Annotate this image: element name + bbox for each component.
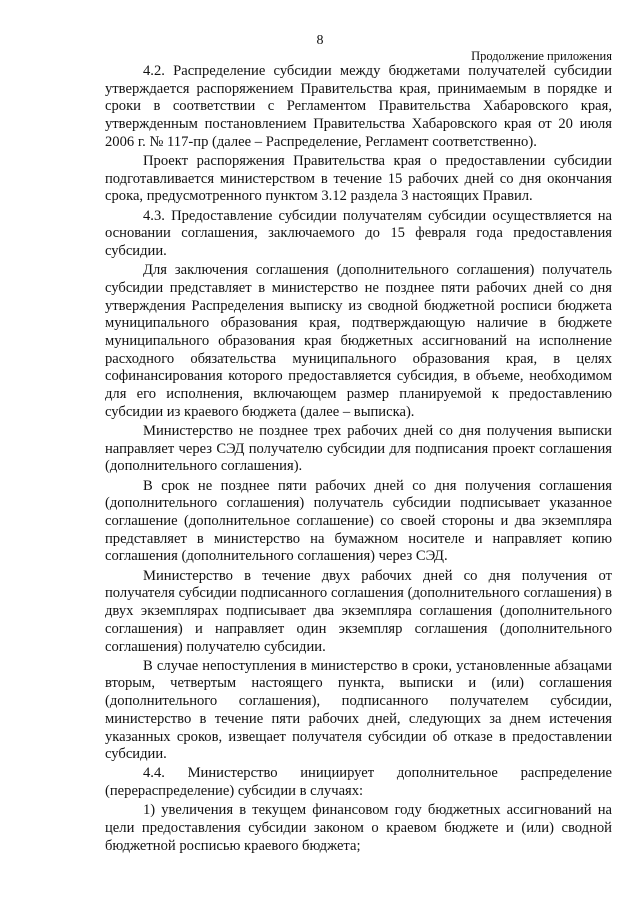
paragraph-4-4: 4.4. Министерство инициирует дополнительное распределение (перераспределение) субсидии в случаях: [105, 765, 612, 800]
page-number: 8 [316, 33, 324, 48]
continuation-note: Продолжение приложения [471, 49, 612, 63]
paragraph-ministry-signs: Министерство в течение двух рабочих дней со дня получения от получателя субсидии подписанного соглашения (дополнительного соглашения) в двух экземплярах подписывает два экземпляра соглашения (дополнительного соглашения) и направляет один экземпляр соглашения (дополнительного соглашения) получателю субсидии. [105, 567, 612, 655]
paragraph-recipient-signs: В срок не позднее пяти рабочих дней со дня получения соглашения (дополнительного соглашения) получатель субсидии подписывает указанное соглашение (дополнительное соглашение) со своей стороны и два экземпляра представляет в министерство на бумажном носителе и направляет копию соглашения (дополнительного соглашения) через СЭД. [105, 477, 612, 565]
paragraph-4-2: 4.2. Распределение субсидии между бюджетами получателей субсидии утверждается распоряжением Правительства края, принимаемым в порядке и сроки в соответствии с Регламентом Правительства Хабаровского края, утвержденным постановлением Правительства Хабаровского края от 20 июля 2006 г. № 117-пр (далее – Распределение, Регламент соответственно). [105, 63, 612, 150]
paragraph-4-3: 4.3. Предоставление субсидии получателям субсидии осуществляется на основании соглашения, заключаемого до 15 февраля года предоставления субсидии. [105, 207, 612, 260]
paragraph-ministry-sends-draft: Министерство не позднее трех рабочих дней со дня получения выписки направляет через СЭД получателю субсидии для подписания проект соглашения (дополнительного соглашения). [105, 423, 612, 475]
paragraph-case-1: 1) увеличения в текущем финансовом году бюджетных ассигнований на цели предоставления субсидии законом о краевом бюджете и (или) сводной бюджетной росписью краевого бюджета; [105, 802, 612, 854]
paragraph-draft-order: Проект распоряжения Правительства края о предоставлении субсидии подготавливается министерством в течение 15 рабочих дней со дня окончания срока, предусмотренного пунктом 3.12 раздела 3 настоящих Правил. [105, 153, 612, 205]
document-body [105, 63, 612, 857]
paragraph-refusal-notice: В случае непоступления в министерство в сроки, установленные абзацами вторым, четвертым настоящего пункта, выписки и (или) соглашения (дополнительного соглашения), подписанного получателем субсидии, министерство в течение пяти рабочих дней, следующих за днем истечения указанных сроков, извещает получателя субсидии об отказе в предоставлении субсидии. [105, 657, 612, 763]
paragraph-agreement-conclusion: Для заключения соглашения (дополнительного соглашения) получатель субсидии представляет в министерство не позднее пяти рабочих дней со дня утверждения Распределения выписку из сводной бюджетной росписи бюджета муниципального образования края, подтверждающую наличие в бюджете муниципального образования края бюджетных ассигнований на исполнение расходного обязательства муниципального образования края, в целях софинансирования которого предоставляется субсидия, в объеме, необходимом для его исполнения, включающем размер планируемой к предоставлению субсидии из краевого бюджета (далее – выписка). [105, 262, 612, 420]
